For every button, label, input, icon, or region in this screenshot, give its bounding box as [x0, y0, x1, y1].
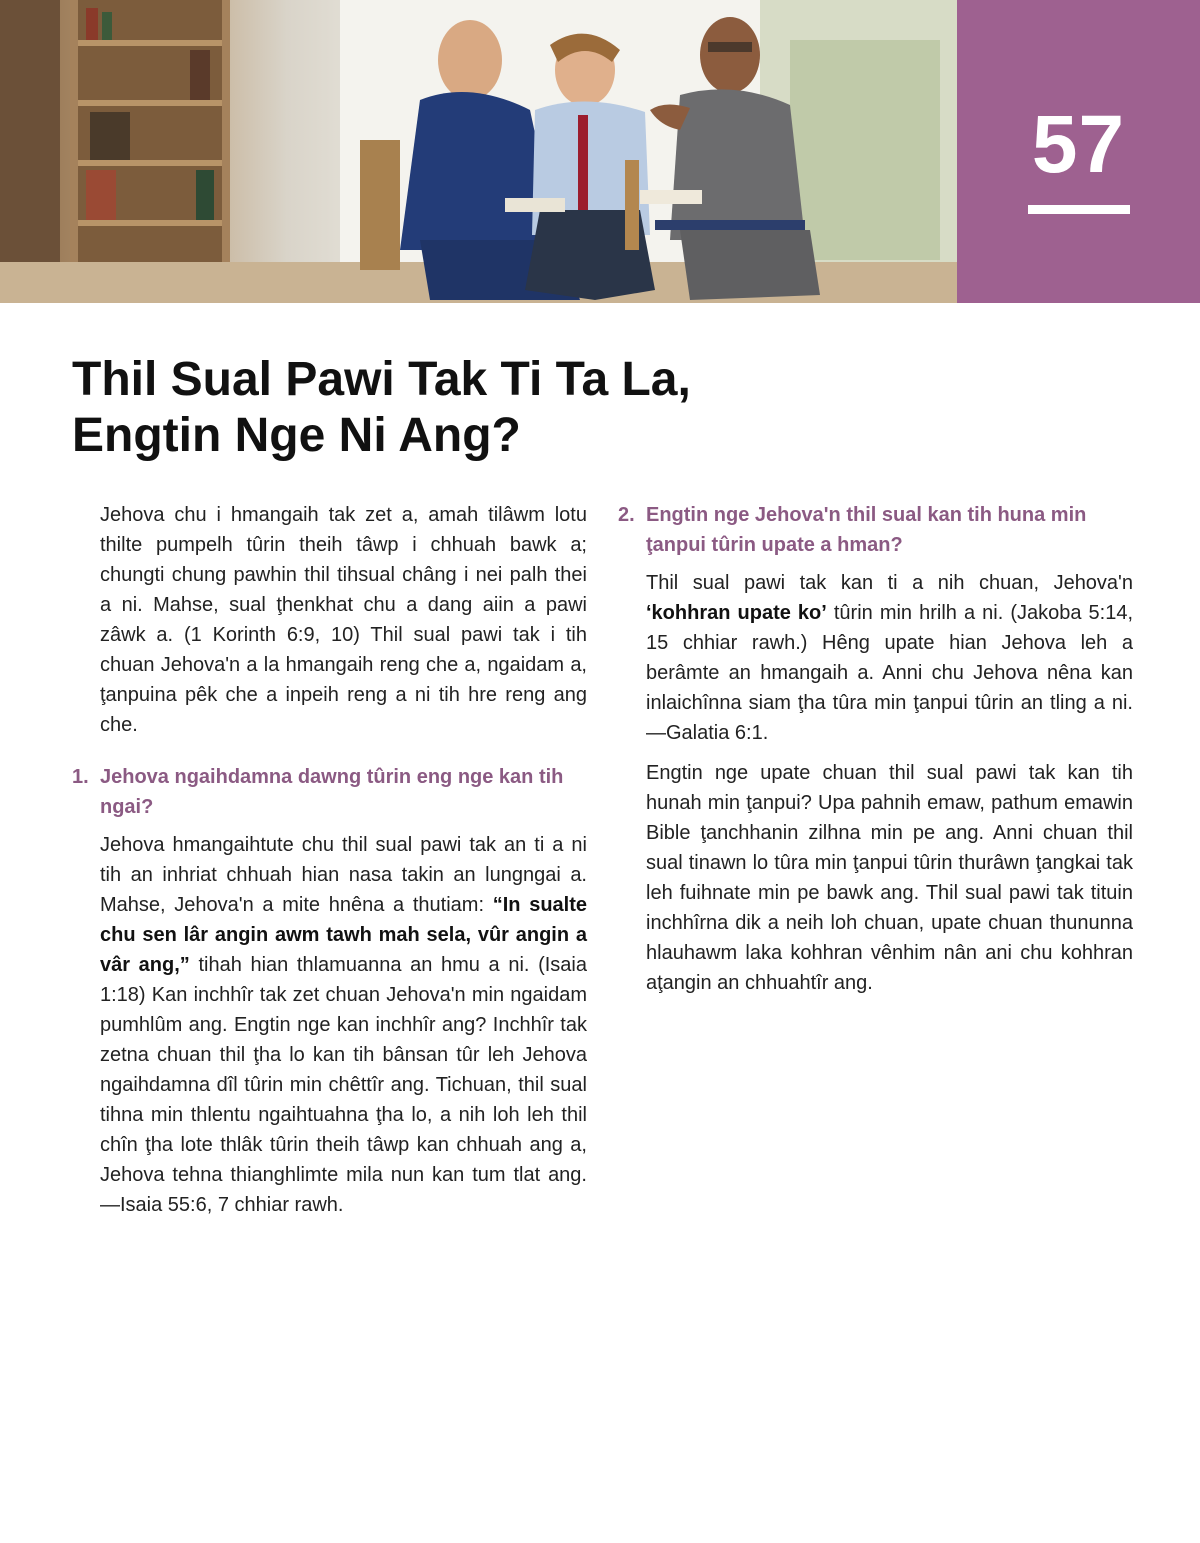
s1p1-text-before: Jehova hmangaihtute chu thil sual pawi tak an ti a ni tih an inhriat chhuah hian nasa takin an lungngai a. Mahse, Jehova'n a mite hnêna a thutiam:: [100, 834, 587, 916]
section-2-number: 2.: [618, 504, 635, 526]
hero-illustration: [0, 0, 957, 303]
title-line-2: Engtin Nge Ni Ang?: [72, 409, 521, 462]
s1p1-text-after: tihah hian thlamuanna an hmu a ni. (Isaia 1:18) Kan inchhîr tak zet chuan Jehova'n min ngaidam pumhlûm ang. Engtin nge kan inchhîr ang? Inchhîr tak zetna chuan thil ţha lo kan tih bânsan tûr leh Jehova ngaihdamna dîl tûrin min chêttîr ang. Tichuan, thil sual tihna min thlentu ngaihtuahna ţha lo, a nih loh leh thil chîn ţha lote thlâk tûrin theih tâwp kan chhuah ang a, Jehova tehna thianghlimte mila nun kan tum tlat ang.—Isaia 55:6, 7 chhiar rawh.: [100, 954, 587, 1216]
lesson-number-badge: [957, 0, 1200, 303]
section-1-paragraph-1: [100, 830, 587, 1220]
section-1-question: [72, 762, 587, 822]
page-title: [72, 352, 972, 464]
section-2-paragraph-2: [646, 758, 1133, 998]
s2p1-text-before: Thil sual pawi tak kan ti a nih chuan, Jehova'n: [646, 572, 1133, 594]
badge-underline: [1028, 205, 1130, 214]
s2p2-text: Engtin nge upate chuan thil sual pawi tak kan tih hunah min ţanpui? Upa pahnih emaw, pathum emawin Bible ţanchhanin zilhna min pe ang. Anni chuan thil sual tinawn lo tûra min ţanpui tûrin thurâwn ţangkai tak leh fuihnate min pe bawk ang. Thil sual pawi tak tituin inchhîrna dik a neih loh chuan, upate chuan thununna hlauhawm laka kohhran vênhim nân ani chu kohhran aţangin an chhuahtîr ang.: [646, 762, 1133, 994]
hero-photo: [0, 0, 957, 303]
intro-paragraph: Jehova chu i hmangaih tak zet a, amah tilâwm lotu thilte pumpelh tûrin theih tâwp i chhuah bawk a; chungti chung pawhin thil tihsual châng i nei palh thei a ni. Mahse, sual ţhenkhat chu a dang aiin a pawi zâwk a. (1 Korinth 6:9, 10) Thil sual pawi tak i tih chuan Jehova'n a la hmangaih reng che a, ngaidam a, ţanpuina pêk che a inpeih reng a ni tih hre reng ang che.: [100, 504, 587, 736]
section-1-question-text: Jehova ngaihdamna dawng tûrin eng nge kan tih ngai?: [100, 766, 564, 818]
section-2-paragraph-1: [646, 568, 1133, 748]
section-1-number: 1.: [72, 766, 89, 788]
section-2-question-text: Engtin nge Jehova'n thil sual kan tih huna min ţanpui tûrin upate a hman?: [646, 504, 1087, 556]
title-line-1: Thil Sual Pawi Tak Ti Ta La,: [72, 353, 691, 406]
s2p1-text-after: tûrin min hrilh a ni. (Jakoba 5:14, 15 chhiar rawh.) Hêng upate hian Jehova leh a berâmte an hmangaih a. Anni chu Jehova nêna kan inlaichînna siam ţha tûra min ţanpui tûrin an tling a ni.—Galatia 6:1.: [646, 602, 1134, 744]
s1p1-bold-quote: “In sualte chu sen lâr angin awm tawh mah sela, vûr angin a vâr ang,”: [100, 894, 587, 976]
lesson-number: 57: [1031, 99, 1126, 190]
s2p1-bold-phrase: ‘kohhran upate ko’: [646, 602, 827, 624]
left-column: [72, 500, 587, 1220]
right-column: [618, 500, 1133, 998]
section-2-question: [618, 500, 1133, 560]
